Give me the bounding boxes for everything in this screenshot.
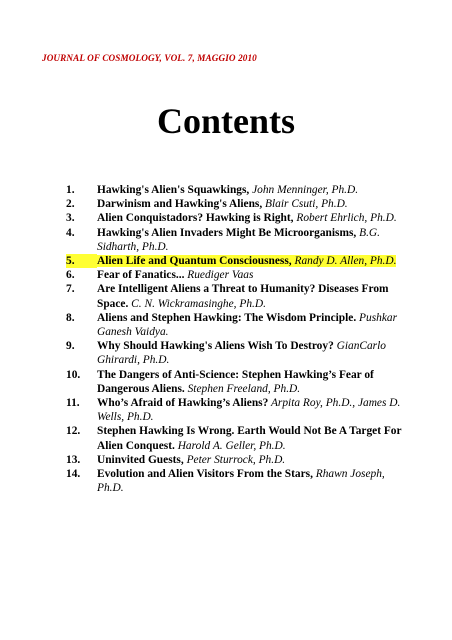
toc-entry	[66, 368, 406, 396]
toc-entry	[66, 282, 406, 310]
entry-number: 1.	[66, 184, 75, 196]
entry-text	[97, 226, 406, 254]
entry-number: 9.	[66, 340, 75, 353]
entry-author: Randy D. Allen, Ph.D.	[291, 255, 397, 268]
entry-number: 11.	[66, 397, 80, 410]
toc-entry	[66, 396, 406, 424]
entry-title: Hawking's Alien's Squawkings,	[97, 184, 250, 196]
entry-title: Darwinism and Hawking's Aliens,	[97, 198, 263, 211]
entry-number: 2.	[66, 198, 75, 211]
entry-number: 4.	[66, 226, 75, 239]
entry-author: Harold A. Geller, Ph.D.	[174, 439, 286, 452]
entry-text	[97, 424, 406, 452]
entry-number: 3.	[66, 212, 75, 225]
entry-text	[97, 467, 406, 495]
entry-author: C. N. Wickramasinghe, Ph.D.	[128, 297, 266, 310]
entry-title: Alien Conquistadors? Hawking is Right,	[97, 212, 294, 225]
entry-text	[97, 368, 406, 396]
toc-entry	[66, 453, 406, 467]
entry-text	[97, 254, 406, 268]
journal-header: JOURNAL OF COSMOLOGY, VOL. 7, MAGGIO 2010	[42, 53, 257, 63]
entry-author: B.G. Sidharth, Ph.D.	[97, 226, 380, 253]
toc-entry	[66, 339, 406, 367]
entry-number: 14.	[66, 468, 81, 481]
entry-author: Robert Ehrlich, Ph.D.	[293, 212, 397, 225]
entry-title: Are Intelligent Aliens a Threat to Humanity? Diseases From Space.	[97, 283, 389, 310]
entry-author: Blair Csuti, Ph.D.	[262, 198, 348, 211]
toc-entry	[66, 311, 406, 339]
entry-text	[97, 311, 406, 339]
entry-text	[97, 183, 406, 197]
entry-title: Alien Life and Quantum Consciousness,	[97, 255, 292, 268]
entry-text	[97, 396, 406, 424]
entry-number: 5.	[66, 254, 97, 268]
entry-number: 12.	[66, 425, 81, 438]
toc-entry	[66, 467, 406, 495]
entry-title: Uninvited Guests,	[97, 453, 184, 466]
entry-text	[97, 268, 406, 282]
page-title: Contents	[156, 101, 295, 141]
entry-text	[97, 211, 406, 225]
entry-author: Stephen Freeland, Ph.D.	[184, 382, 301, 395]
entry-number: 8.	[66, 311, 75, 324]
entry-author: GianCarlo Ghirardi, Ph.D.	[97, 340, 386, 367]
entry-author: Peter Sturrock, Ph.D.	[183, 453, 286, 466]
entry-title: The Dangers of Anti-Science: Stephen Hawking’s Fear of Dangerous Aliens.	[97, 368, 374, 395]
entry-author: John Menninger, Ph.D.	[249, 184, 359, 196]
table-of-contents	[66, 183, 406, 495]
entry-author: Rhawn Joseph, Ph.D.	[97, 468, 385, 495]
entry-title: Stephen Hawking Is Wrong. Earth Would Not Be A Target For Alien Conquest.	[97, 425, 402, 452]
toc-entry	[66, 268, 406, 282]
toc-entry	[66, 424, 406, 452]
entry-title: Who’s Afraid of Hawking’s Aliens?	[97, 397, 269, 410]
entry-text	[97, 453, 406, 467]
entry-number: 6.	[66, 269, 75, 282]
entry-title: Why Should Hawking's Aliens Wish To Destroy?	[97, 340, 334, 353]
entry-number: 7.	[66, 283, 75, 296]
entry-number: 13.	[66, 453, 81, 466]
entry-text	[97, 339, 406, 367]
entry-title: Hawking's Alien Invaders Might Be Microorganisms,	[97, 226, 357, 239]
toc-entry	[66, 226, 406, 254]
toc-entry-highlighted	[66, 254, 406, 268]
entry-text	[97, 282, 406, 310]
entry-title: Evolution and Alien Visitors From the Stars,	[97, 468, 313, 481]
entry-number: 10.	[66, 368, 81, 381]
toc-entry	[66, 183, 406, 197]
entry-title: Aliens and Stephen Hawking: The Wisdom Principle.	[97, 311, 357, 324]
entry-title: Fear of Fanatics...	[97, 269, 185, 282]
entry-author: Ruediger Vaas	[184, 269, 254, 282]
entry-author: Arpita Roy, Ph.D., James D. Wells, Ph.D.	[97, 397, 401, 424]
toc-entry	[66, 197, 406, 211]
toc-entry	[66, 211, 406, 225]
entry-author: Pushkar Ganesh Vaidya.	[97, 311, 398, 339]
entry-text	[97, 197, 406, 211]
